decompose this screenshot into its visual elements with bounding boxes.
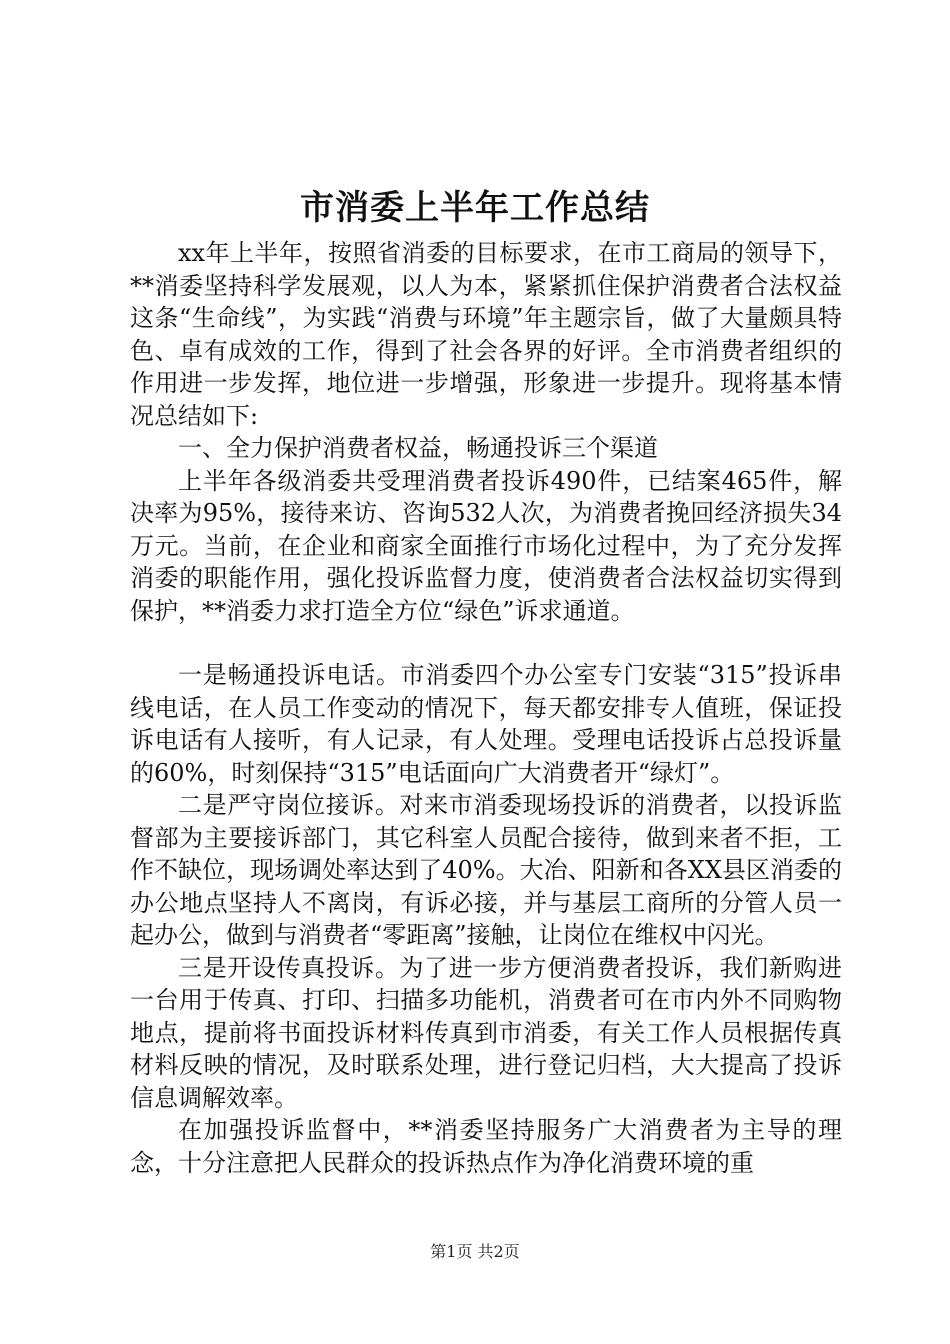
- summary-paragraph: 上半年各级消委共受理消费者投诉490件，已结案465件，解决率为95%，接待来访、咨询532人次，为消费者挽回经济损失34万元。当前，在企业和商家全面推行市场化过程中，为了充分发挥消委的职能作用，强化投诉监督力度，使消费者合法权益切实得到保护，**消委力求打造全方位“绿色”诉求通道。: [130, 466, 842, 625]
- page-number-footer: 第1页 共2页: [430, 1242, 520, 1261]
- intro-paragraph: xx年上半年，按照省消委的目标要求，在市工商局的领导下，**消委坚持科学发展观，以人为本，紧紧抓住保护消费者合法权益这条“生命线”，为实践“消费与环境”年主题宗旨，做了大量颇具特色、卓有成效的工作，得到了社会各界的好评。全市消费者组织的作用进一步发挥，地位进一步增强，形象进一步提升。现将基本情况总结如下:: [130, 239, 842, 430]
- document-body: [130, 237, 842, 1179]
- phone-complaint-paragraph: 一是畅通投诉电话。市消委四个办公室专门安装“315”投诉串线电话，在人员工作变动的情况下，每天都安排专人值班，保证投诉电话有人接听，有人记录，有人处理。受理电话投诉占总投诉量的60%，时刻保持“315”电话面向广大消费者开“绿灯”。: [130, 661, 842, 787]
- section-heading: 一、全力保护消费者权益，畅通投诉三个渠道: [178, 434, 658, 462]
- onsite-complaint-paragraph: 二是严守岗位接诉。对来市消委现场投诉的消费者，以投诉监督部为主要接诉部门，其它科室人员配合接待，做到来者不拒，工作不缺位，现场调处率达到了40%。大冶、阳新和各XX县区消委的办公地点坚持人不离岗，有诉必接，并与基层工商所的分管人员一起办公，做到与消费者“零距离”接触，让岗位在维权中闪光。: [130, 791, 842, 949]
- fax-complaint-paragraph: 三是开设传真投诉。为了进一步方便消费者投诉，我们新购进一台用于传真、打印、扫描多功能机，消费者可在市内外不同购物地点，提前将书面投诉材料传真到市消委，有关工作人员根据传真材料反映的情况，及时联系处理，进行登记归档，大大提高了投诉信息调解效率。: [130, 953, 842, 1112]
- supervision-paragraph: 在加强投诉监督中，**消委坚持服务广大消费者为主导的理念，十分注意把人民群众的投诉热点作为净化消费环境的重: [130, 1116, 842, 1177]
- document-title: 市消委上半年工作总结: [300, 188, 650, 228]
